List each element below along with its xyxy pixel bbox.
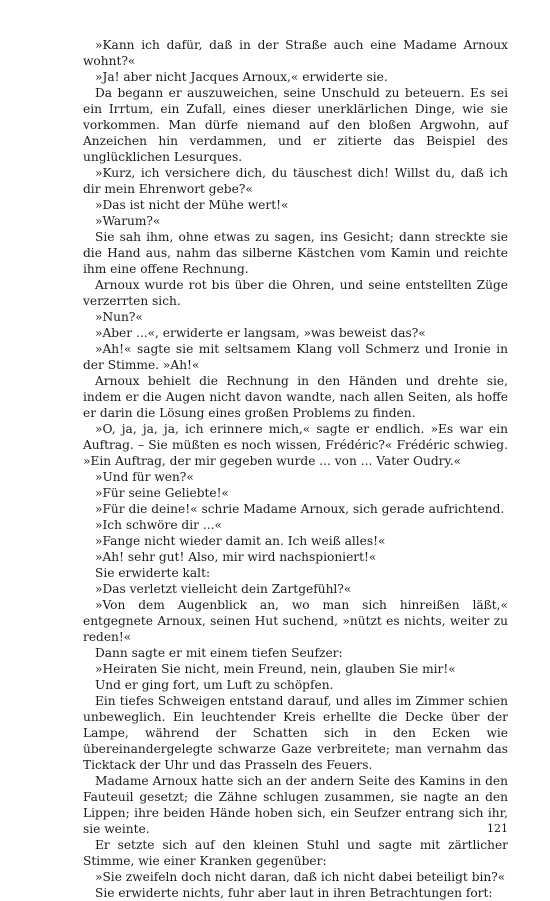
- paragraph: Und er ging fort, um Luft zu schöpfen.: [95, 678, 334, 692]
- paragraph: Madame Arnoux hatte sich an der andern Seite des Kamins in den Fauteuil gesetzt; die Zähne schlugen zusammen, sie nagte an den Lippen; ihre beiden Hände hoben sich, ein Seufzer entrang sich ihr, sie weinte.: [83, 774, 508, 836]
- paragraph: Dann sagte er mit einem tiefen Seufzer:: [95, 646, 343, 660]
- paragraph: »Heiraten Sie nicht, mein Freund, nein, glauben Sie mir!«: [95, 662, 456, 676]
- paragraph: »Ah!« sagte sie mit seltsamem Klang voll Schmerz und Ironie in der Stimme. »Ah!«: [83, 342, 508, 372]
- paragraph: »Das verletzt vielleicht dein Zartgefühl?«: [95, 582, 352, 596]
- paragraph: »Ich schwöre dir ...«: [95, 518, 222, 532]
- paragraph: »Kann ich dafür, daß in der Straße auch eine Madame Arnoux wohnt?«: [83, 38, 508, 68]
- paragraph: »Warum?«: [95, 214, 161, 228]
- paragraph: Arnoux wurde rot bis über die Ohren, und seine entstellten Züge verzerrten sich.: [83, 278, 508, 308]
- paragraph: »Für seine Geliebte!«: [95, 486, 229, 500]
- paragraph: »Für die deine!« schrie Madame Arnoux, sich gerade aufrichtend.: [95, 502, 505, 516]
- page-body: [83, 37, 508, 901]
- paragraph: Er setzte sich auf den kleinen Stuhl und sagte mit zärtlicher Stimme, wie einer Kranken gegenüber:: [83, 838, 508, 868]
- paragraph: »Und für wen?«: [95, 470, 194, 484]
- paragraph: Sie erwiderte nichts, fuhr aber laut in ihren Betrachtungen fort:: [95, 886, 493, 900]
- paragraph: Ein tiefes Schweigen entstand darauf, und alles im Zimmer schien unbeweglich. Ein leuchtender Kreis erhellte die Decke über der Lampe, während der Schatten sich in den Ecken wie übereinandergelegte schwarze Gaze verbreitete; man vernahm das Ticktack der Uhr und das Prasseln des Feuers.: [83, 694, 508, 772]
- paragraph: »Von dem Augenblick an, wo man sich hinreißen läßt,« entgegnete Arnoux, seinen Hut suchend, »nützt es nichts, weiter zu reden!«: [83, 598, 508, 644]
- paragraph: Arnoux behielt die Rechnung in den Händen und drehte sie, indem er die Augen nicht davon wandte, nach allen Seiten, als hoffe er darin die Lösung eines großen Problems zu finden.: [83, 374, 508, 420]
- page-number: 121: [487, 822, 508, 835]
- paragraph: »Fange nicht wieder damit an. Ich weiß alles!«: [95, 534, 386, 548]
- paragraph: »Sie zweifeln doch nicht daran, daß ich nicht dabei beteiligt bin?«: [95, 870, 506, 884]
- paragraph: »Ja! aber nicht Jacques Arnoux,« erwiderte sie.: [95, 70, 388, 84]
- paragraph: »Nun?«: [95, 310, 143, 324]
- paragraph: Sie erwiderte kalt:: [95, 566, 211, 580]
- paragraph: »Ah! sehr gut! Also, mir wird nachspioniert!«: [95, 550, 377, 564]
- paragraph: »O, ja, ja, ja, ich erinnere mich,« sagte er endlich. »Es war ein Auftrag. – Sie müßten es noch wissen, Frédéric?« Frédéric schwieg. »Ein Auftrag, der mir gegeben wurde ... von ... Vater Oudry.«: [83, 422, 508, 468]
- paragraph: »Kurz, ich versichere dich, du täuschest dich! Willst du, daß ich dir mein Ehrenwort gebe?«: [83, 166, 508, 196]
- paragraph: »Das ist nicht der Mühe wert!«: [95, 198, 289, 212]
- paragraph: »Aber ...«, erwiderte er langsam, »was beweist das?«: [95, 326, 426, 340]
- paragraph: Da begann er auszuweichen, seine Unschuld zu beteuern. Es sei ein Irrtum, ein Zufall, eines dieser unerklärlichen Dinge, wie sie vorkommen. Man dürfe niemand auf den bloßen Argwohn, auf Anzeichen hin verdammen, und er zitierte das Beispiel des unglücklichen Lesurques.: [83, 86, 508, 164]
- paragraph: Sie sah ihm, ohne etwas zu sagen, ins Gesicht; dann streckte sie die Hand aus, nahm das silberne Kästchen vom Kamin und reichte ihm eine offene Rechnung.: [83, 230, 508, 276]
